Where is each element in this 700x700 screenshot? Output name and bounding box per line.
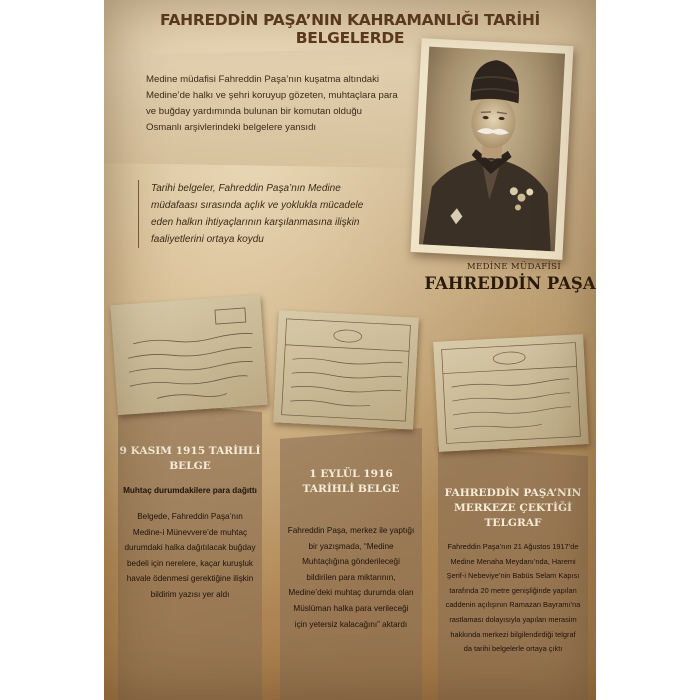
body-line: için yetersiz kalacağını” aktardı bbox=[294, 619, 408, 629]
quote-block bbox=[138, 180, 408, 248]
document-2-body bbox=[280, 523, 422, 632]
title-line: TARİHLİ BELGE bbox=[302, 483, 400, 495]
body-line: tarafında 20 metre genişliğinde yapılan bbox=[449, 585, 577, 595]
portrait-figure bbox=[419, 47, 565, 252]
body-line: bildirim yazısı yer aldı bbox=[150, 589, 230, 599]
title-line: MERKEZE ÇEKTİĞİ bbox=[454, 502, 572, 514]
document-1-subtitle: Muhtaç durumdakilere para dağıttı bbox=[123, 486, 257, 495]
document-image-1 bbox=[110, 295, 267, 415]
quote-line: faaliyetlerini ortaya koydu bbox=[151, 234, 264, 245]
intro-line: Medine müdafisi Fahreddin Paşa’nın kuşatma altındaki bbox=[146, 74, 380, 85]
body-line: Medine Menaha Meydanı’nda, Haremi bbox=[450, 556, 576, 566]
portrait-subtitle: MEDİNE MÜDAFİSİ bbox=[466, 262, 562, 272]
body-line: bedeli için nerelere, kaçar kuruşluk bbox=[126, 558, 254, 568]
document-3-title bbox=[438, 486, 588, 531]
document-telegram-2 bbox=[433, 334, 589, 452]
document-telegram-1 bbox=[273, 310, 419, 429]
body-line: caddenin açılışının Ramazan Bayramı’na bbox=[445, 600, 581, 610]
poster bbox=[104, 0, 596, 700]
body-line: Şerif-i Nebeviye’nin Babüs Selam Kapısı bbox=[446, 571, 580, 581]
portrait-frame bbox=[411, 38, 574, 260]
document-3-body bbox=[438, 540, 588, 657]
title-line: 1 EYLÜL 1916 bbox=[309, 468, 393, 480]
quote-line: müdafaası sırasında açlık ve yoklukla mücadele bbox=[151, 200, 364, 211]
document-image-3 bbox=[433, 334, 589, 452]
body-line: durumdaki halka dağıtılacak buğday bbox=[124, 543, 256, 553]
quote-line: eden halkın ihtiyaçlarının karşılanmasına ilişkin bbox=[151, 217, 360, 228]
title-line: BELGE bbox=[169, 460, 211, 472]
document-2-title bbox=[280, 467, 422, 497]
body-line: Muhtaçlığına gönderileceği bbox=[302, 557, 400, 567]
body-line: bildirilen para miktarının, bbox=[306, 572, 396, 582]
document-1-title bbox=[118, 444, 262, 474]
body-line: Fahreddin Paşa’nın 21 Ağustos 1917’de bbox=[447, 542, 579, 551]
intro-line: Medine’de halkı ve şehri koruyup gözeten, muhtaçlara para bbox=[146, 90, 398, 101]
intro-line: Osmanlı arşivlerindeki belgelere yansıdı bbox=[146, 122, 317, 133]
body-line: hakkında merkezi bilgilendirdiği telgraf bbox=[450, 629, 576, 639]
body-line: Medine-i Münevvere’de muhtaç bbox=[132, 527, 248, 537]
title-line: FAHREDDİN PAŞA’NIN bbox=[444, 487, 582, 499]
body-line: Müslüman halka para verileceği bbox=[293, 603, 409, 613]
body-line: Belgede, Fahreddin Paşa’nın bbox=[137, 512, 243, 521]
portrait-photo bbox=[419, 47, 565, 252]
page-title: FAHREDDİN PAŞA’NIN KAHRAMANLIĞI TARİHİ BELGELERDE bbox=[159, 11, 541, 47]
body-line: da tarihi belgelerle ortaya çıktı bbox=[463, 644, 563, 654]
body-line: havale ödenmesi gerektiğine ilişkin bbox=[126, 574, 254, 584]
body-line: Fahreddin Paşa, merkez ile yaptığı bbox=[287, 526, 415, 535]
document-handwriting-1 bbox=[110, 295, 267, 415]
quote-line: Tarihi belgeler, Fahreddin Paşa’nın Medine bbox=[151, 183, 341, 194]
document-1-body bbox=[118, 509, 262, 603]
document-image-2 bbox=[273, 310, 419, 429]
title-line: TELGRAF bbox=[484, 517, 542, 529]
body-line: bir yazışmada, “Medine bbox=[308, 541, 394, 551]
body-line: Medine’deki muhtaç durumda olan bbox=[288, 588, 414, 598]
intro-text bbox=[146, 72, 416, 136]
title-line: 9 KASIM 1915 TARİHLİ bbox=[119, 445, 261, 457]
portrait-name: FAHREDDİN PAŞA bbox=[424, 274, 596, 293]
body-line: rastlaması dolayısıyla yapılan merasim bbox=[449, 614, 577, 624]
intro-line: ve buğday yardımında bulunan bir komutan olduğu bbox=[146, 106, 363, 117]
